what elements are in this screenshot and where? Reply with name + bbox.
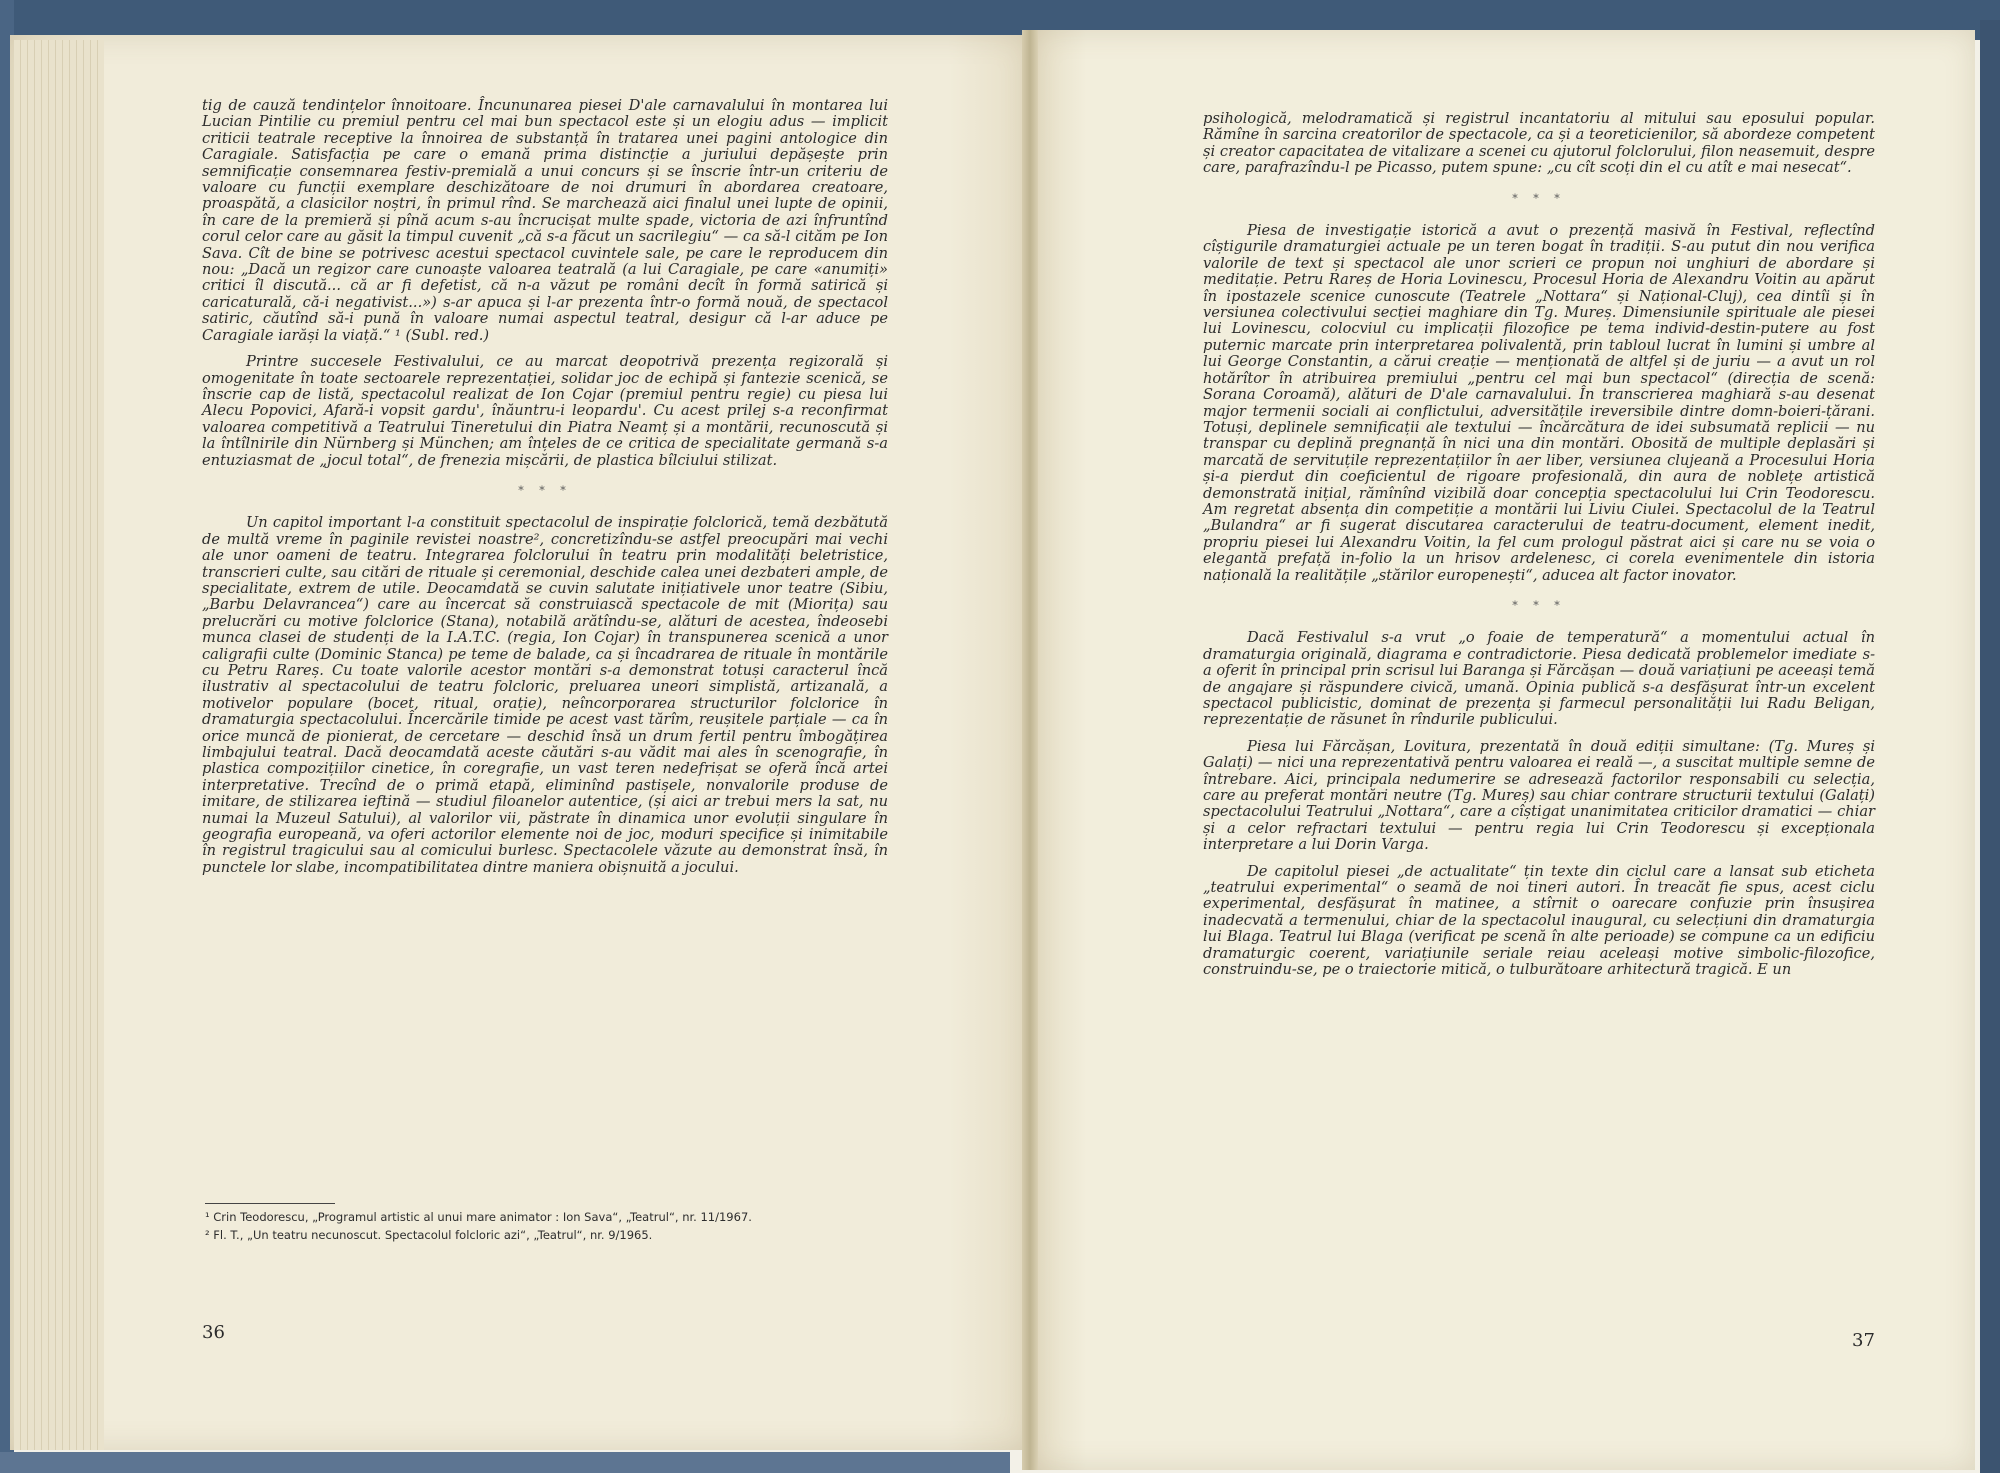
page-number-left: 36 (202, 1322, 225, 1343)
right-paragraph-4: Piesa lui Fărcășan, Lovitura, prezentată în două ediții simultane: (Tg. Mureș și Galați) — nici una reprezentativă pentru valoarea ei reală —, a suscitat multiple semne de întrebare. Aici, principala nedumerire se adresează factorilor responsabili cu selecția, care au preferat montări neutre (Tg. Mureș) sau chiar contrare structurii textului (Galați) spectacolului Teatrului „Nottara“, care a cîștigat unanimitatea criticilor dramatici — chiar și a celor refractari textului — pentru regia lui Crin Teodorescu și excepționala interpretare a lui Dorin Varga. (1203, 737, 1875, 854)
right-paragraph-3: Dacă Festivalul s-a vrut „o foaie de temperatură“ a momentului actual în dramaturgia originală, diagrama e contradictorie. Piesa dedicată problemelor imediate s-a oferit în principal prin scrisul lui Baranga și Fărcășan — două variațiuni pe aceeași temă de angajare și răspundere civică, umană. Opinia publică s-a desfășurat într-un excelent spectacol publicistic, dominat de prezența și farmecul personalității lui Radu Beligan, reprezentație de răsunet în rîndurile publicului. (1203, 629, 1875, 729)
book-spine (1022, 30, 1038, 1470)
section-separator-right-2: * * * (1512, 598, 1566, 612)
section-separator: * * * (518, 483, 572, 497)
footnote-1: ¹ Crin Teodorescu, „Programul artistic al unui mare animator : Ion Sava“, „Teatrul“, nr. 11/1967. (205, 1210, 752, 1224)
right-paragraph-5: De capitolul piesei „de actualitate“ țin texte din ciclul care a lansat sub eticheta „teatrului experimental“ o seamă de noi tineri autori. În treacăt fie spus, acest ciclu experimental, desfășurat în matinee, a stîrnit o oarecare confuzie prin însușirea inadecvată a termenului, chiar de la spectacolul inaugural, cu selecțiuni din dramaturgia lui Blaga. Teatrul lui Blaga (verificat pe scenă în alte perioade) se compune ca un edificiu dramaturgic coerent, variațiunile seriale reiau aceleași motive simbolic-filozofice, construindu-se, pe o traiectorie mitică, o tulburătoare arhitectură tragică. E un (1203, 862, 1875, 979)
footnote-2: ² Fl. T., „Un teatru necunoscut. Spectacolul folcloric azi“, „Teatrul“, nr. 9/1965. (205, 1228, 653, 1242)
left-paragraph-3: Un capitol important l-a constituit spectacolul de inspirație folclorică, temă dezbătută de multă vreme în paginile revistei noastre², concretizîndu-se astfel preocupări mai vechi ale unor oameni de teatru. Integrarea folclorului în teatru prin modalități beletristice, transcrieri culte, sau citări de rituale și ceremonial, deschide calea unei dezbateri ample, de specialitate, extrem de utile. Deocamdată se cuvin salutate inițiativele unor teatre (Sibiu, „Barbu Delavrancea“) care au încercat să construiască spectacole de mit (Miorița) sau prelucrări cu motive folclorice (Stana), notabilă arătîndu-se, alături de acestea, îndeosebi munca clasei de studenți de la I.A.T.C. (regia, Ion Cojar) în transpunerea scenică a unor caligrafii culte (Dominic Stanca) pe teme de balade, ca și încadrarea de rituale în montările cu Petru Rareș. Cu toate valorile acestor montări s-a demonstrat totuși caracterul încă ilustrativ al spectacolului de teatru folcloric, preluarea uneori simplistă, artizanală, a motivelor populare (bocet, ritual, orație), neîncorporarea structurilor folclorice în dramaturgia spectacolului. Încercările timide pe acest vast tărîm, reușitele parțiale — ca în orice muncă de pionierat, de cercetare — deschid însă un drum fertil pentru îmbogățirea limbajului teatral. Dacă deocamdată aceste căutări s-au vădit mai ales în scenografie, în plastica compozițiilor cinetice, în coregrafie, un vast teren nedefrișat se oferă încă artei interpretative. Trecînd de o primă etapă, eliminînd pastișele, nonvalorile produse de imitare, de stilizarea ieftină — studiul filoanelor autentice, (și aici ar trebui mers la sat, nu numai la Muzeul Satului), al valorilor vii, păstrate în dinamica unor evoluții singulare în geografia europeană, va oferi actorilor elemente noi de joc, moduri specifice și inimitabile în registrul tragicului sau al comicului burlesc. Spectacolele văzute au demonstrat însă, în punctele lor slabe, incompatibilitatea dintre maniera obișnuită a jocului. (202, 514, 888, 876)
right-page-text (1203, 111, 1875, 989)
section-separator-right-1: * * * (1512, 191, 1566, 205)
footnotes (205, 1210, 885, 1246)
page-number-right: 37 (1852, 1330, 1875, 1351)
page-edge-stack (14, 40, 104, 1450)
left-paragraph-1: tig de cauză tendințelor înnoitoare. Încununarea piesei D'ale carnavalului în montarea lui Lucian Pintilie cu premiul pentru cel mai bun spectacol este și un elogiu adus — implicit criticii teatrale receptive la înnoirea de substanță în tratarea unei pagini antologice din Caragiale. Satisfacția pe care o emană prima distincție a juriului depășește prin semnificație consemnarea festiv-premială a unui concurs și se înscrie într-un criteriu de valoare cu funcții exemplare deschizătoare de noi drumuri în abordarea creatoare, proaspătă, a clasicilor noștri, în primul rînd. Se marchează aici finalul unei lupte de opinii, în care de la premieră și pînă acum s-au încrucișat multe spade, victoria de azi înfruntînd corul celor care au găsit la timpul cuvenit „că s-a făcut un sacrilegiu“ — ca să-l cităm pe Ion Sava. Cît de bine se potrivesc acestui spectacol cuvintele sale, pe care le reproducem din nou: „Dacă un regizor care cunoaște valoarea teatrală (a lui Caragiale, pe care «anumiți» critici îl discută... că ar fi defetist, că n-a văzut pe români decît în formă satirică și caricaturală, că-i negativist...») s-ar apuca și l-ar prezenta într-o formă nouă, de spectacol satiric, căutînd să-i pună în valoare numai aspectul teatral, desigur că l-ar aduce pe Caragiale iarăși la viață.“ ¹ (Subl. red.) (202, 97, 888, 344)
left-paragraph-2: Printre succesele Festivalului, ce au marcat deopotrivă prezența regizorală și omogenitate în toate sectoarele reprezentației, solidar joc de echipă și fantezie scenică, se înscrie cap de listă, spectacolul realizat de Ion Cojar (premiul pentru regie) cu piesa lui Alecu Popovici, Afară-i vopsit gardu', înăuntru-i leopardu'. Cu acest prilej s-a reconfirmat valoarea competitivă a Teatrului Tineretului din Piatra Neamț și a montării, recunoscută și la întîlnirile din Nürnberg și München; am înțeles de ce critica de specialitate germană s-a entuziasmat de „jocul total“, de frenezia mișcării, de plastica bîlciului stilizat. (202, 353, 888, 469)
book-cover-bottom (0, 1452, 1010, 1473)
book-cover-right (1980, 20, 2000, 1473)
right-paragraph-2: Piesa de investigație istorică a avut o prezență masivă în Festival, reflectînd cîștigurile dramaturgiei actuale pe un teren bogat în tradiții. S-au putut din nou verifica valorile de text și spectacol ale unor scrieri ce propun noi unghiuri de abordare și meditație. Petru Rareș de Horia Lovinescu, Procesul Horia de Alexandru Voitin au apărut în ipostazele scenice cunoscute (Teatrele „Nottara“ și Național-Cluj), cea dintîi și în versiunea colectivului secției maghiare din Tg. Mureș. Dimensiunile spirituale ale piesei lui Lovinescu, colocviul cu implicații filozofice pe tema individ-destin-putere au fost puternic marcate prin interpretarea polivalentă, prin tabloul lucrat în lumini și umbre al lui George Constantin, a cărui creație — menționată de altfel și de juriu — a avut un rol hotărîtor în atribuirea premiului „pentru cel mai bun spectacol“ (direcția de scenă: Sorana Coroamă), alături de D'ale carnavalului. În transcrierea maghiară s-au desenat major termenii sociali ai conflictului, adversitățile ireversibile dintre domn-boieri-țărani. Totuși, deplinele semnificații ale textului — încărcătura de idei subsumată replicii — nu transpar cu deplină pregnanță în nici una din montări. Obosită de multiple deplasări și marcată de servituțile reprezentațiilor în aer liber, versiunea clujeană a Procesului Horia și-a pierdut din coeficientul de rigoare profesională, din aura de noblețe artistică demonstrată inițial, rămînînd vizibilă doar concepția spectacolului lui Crin Teodorescu. Am regretat absența din competiție a montării lui Liviu Ciulei. Spectacolul de la Teatrul „Bulandra“ ar fi sugerat discutarea caracterului de teatru-document, element inedit, propriu piesei lui Alexandru Voitin, la fel cum prologul păstrat aici și care nu se voia o elegantă prefață in-folio la un hrisov ardelenesc, ci corela evenimentele din istoria națională la realitățile „stărilor europenești“, aducea alt factor inovator. (1203, 222, 1875, 584)
left-page-text (202, 98, 888, 886)
right-paragraph-1: psihologică, melodramatică și registrul incantatoriu al mitului sau eposului popular. Rămîne în sarcina creatorilor de spectacole, ca și a teoreticienilor, să abordeze competent și creator capacitatea de vitalizare a scenei cu ajutorul folclorului, filon neasemuit, despre care, parafrazîndu-l pe Picasso, putem spune: „cu cît scoți din el cu atît e mai nesecat“. (1203, 110, 1875, 177)
footnote-rule (205, 1203, 335, 1204)
